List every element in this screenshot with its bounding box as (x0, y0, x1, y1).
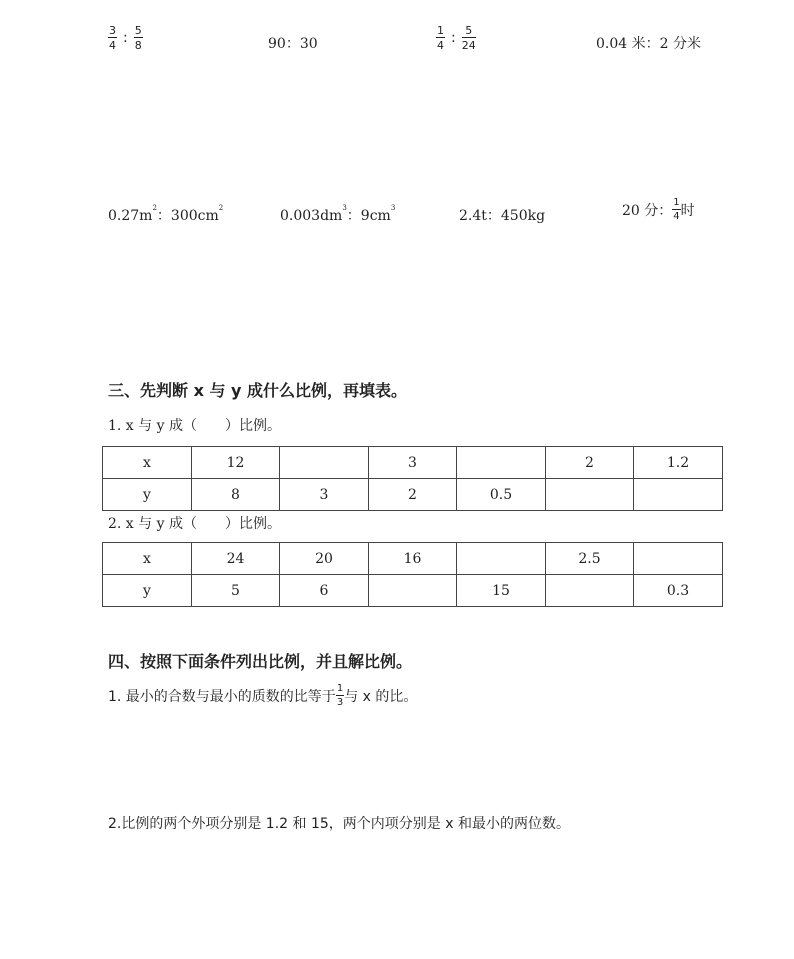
table-cell: x (103, 447, 192, 479)
table-cell: 0.5 (457, 479, 546, 511)
table-cell: 2 (546, 447, 634, 479)
table-cell (280, 447, 369, 479)
table-cell: 6 (280, 575, 369, 607)
ratio-volume-units: $0.003dm^3$：$9cm^3$ (280, 204, 396, 224)
ratio-fraction-3-4-to-5-8: $\frac{3}{4}$ : $\frac{5}{8}$ (109, 24, 142, 52)
table-cell (634, 479, 723, 511)
table-row (103, 479, 723, 511)
section-4-heading: 四、按照下面条件列出比例，并且解比例。 (108, 652, 413, 671)
table-cell: 1.2 (634, 447, 723, 479)
table-cell: 12 (192, 447, 280, 479)
question-3-2-prompt: 2. x 与 y 成（ ）比例。 (108, 516, 281, 532)
table-cell: 8 (192, 479, 280, 511)
table-cell (634, 543, 723, 575)
question-3-1-prompt: 1. x 与 y 成（ ）比例。 (108, 418, 281, 434)
section-3-heading: 三、先判断 x 与 y 成什么比例，再填表。 (108, 381, 408, 400)
table-cell (546, 479, 634, 511)
table-cell (546, 575, 634, 607)
table-cell: 24 (192, 543, 280, 575)
table-row (103, 543, 723, 575)
ratio-fraction-1-4-to-5-24: $\frac{1}{4}$ : $\frac{5}{24}$ (437, 24, 476, 52)
ratio-minutes-hours: 20 分： $\frac{1}{4}$ 时 (622, 197, 695, 222)
table-cell: 15 (457, 575, 546, 607)
table-cell (457, 543, 546, 575)
table-cell: 3 (369, 447, 457, 479)
table-cell: 5 (192, 575, 280, 607)
table-cell: x (103, 543, 192, 575)
table-cell: 20 (280, 543, 369, 575)
table-cell (457, 447, 546, 479)
ratio-meters-decimeters: 0.04 米：2 分米 (596, 36, 701, 52)
question-4-2: 2.比例的两个外项分别是 1.2 和 15，两个内项分别是 x 和最小的两位数。 (108, 816, 570, 832)
table-row (103, 447, 723, 479)
table-cell: 3 (280, 479, 369, 511)
table-row (103, 575, 723, 607)
ratio-mass-units: 2.4t：450kg (459, 208, 546, 224)
table-cell: y (103, 479, 192, 511)
table-3-1 (102, 446, 723, 511)
table-cell: 2.5 (546, 543, 634, 575)
ratio-90-30: 90：30 (268, 36, 318, 52)
table-3-2 (102, 542, 723, 607)
question-4-1: 1. 最小的合数与最小的质数的比等于 $\frac{1}{3}$ 与 x 的比。 (108, 683, 418, 708)
table-cell: 2 (369, 479, 457, 511)
table-cell: 16 (369, 543, 457, 575)
ratio-area-units: $0.27m^2$：$300cm^2$ (108, 204, 224, 224)
table-cell: 0.3 (634, 575, 723, 607)
table-cell: y (103, 575, 192, 607)
table-cell (369, 575, 457, 607)
